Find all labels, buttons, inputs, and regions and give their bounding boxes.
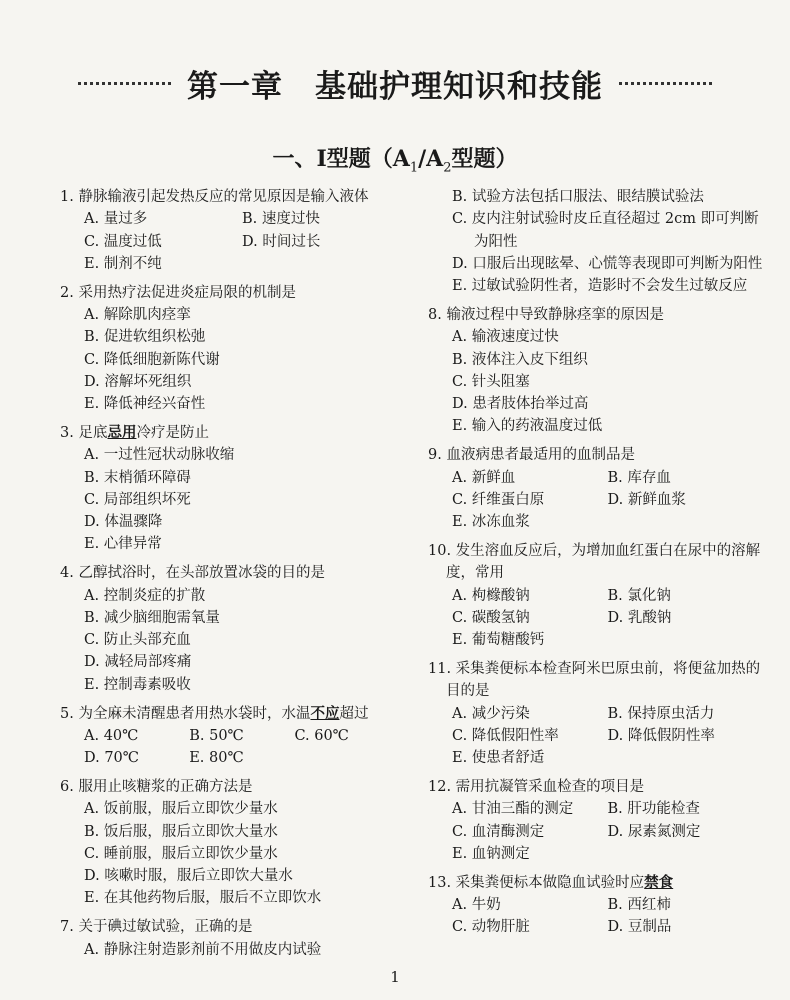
question-8 [428,304,763,438]
question-stem: 10. 发生溶血反应后，为增加血红蛋白在尿中的溶解度，常用 [428,542,761,582]
option-b: B. 50℃ [189,727,244,744]
question-2 [60,282,400,416]
section-mid: /A [418,146,444,172]
option-d: D. 尿素氮测定 [607,823,701,840]
option-d: D. 乳酸钠 [607,609,672,626]
option-a: A. 枸橼酸钠 [452,587,530,604]
option-b: B. 试验方法包括口服法、眼结膜试验法 [452,189,704,205]
option-d: D. 70℃ [84,750,139,767]
option-c: C. 60℃ [294,727,349,744]
option-a: A. 控制炎症的扩散 [84,587,206,604]
option-a: A. 输液速度过快 [452,329,559,346]
option-d: D. 溶解坏死组织 [84,373,192,390]
question-stem [428,872,763,894]
option-b: B. 肝功能检查 [607,801,700,818]
option-b: B. 速度过快 [242,211,320,228]
option-e: E. 控制毒素吸收 [84,676,191,693]
option-c: C. 动物肝脏 [452,919,530,936]
option-b: B. 库存血 [607,469,671,486]
option-e: E. 制剂不纯 [84,255,162,272]
option-e: E. 降低神经兴奋性 [84,396,206,413]
stem-emphasis: 禁食 [644,873,674,891]
option-d: D. 咳嗽时服，服后立即饮大量水 [84,868,293,885]
option-c: C. 碳酸氢钠 [452,609,530,626]
option-e: E. 使患者舒适 [452,750,545,767]
stem-text: 3. 足底 [60,424,108,441]
question-stem: 6. 服用止咳糖浆的正确方法是 [60,778,253,795]
option-c: C. 降低细胞新陈代谢 [84,351,220,368]
question-5 [60,703,400,770]
section-sub2: 2 [443,160,452,176]
option-e: E. 心律异常 [84,536,162,553]
question-stem: 12. 需用抗凝管采血检查的项目是 [428,778,645,795]
question-stem: 9. 血液病患者最适用的血制品是 [428,447,635,464]
option-b: B. 保持原虫活力 [607,705,715,722]
option-a: A. 静脉注射造影剂前不用做皮内试验 [84,941,322,958]
question-stem [60,422,400,444]
chapter-header [62,62,728,104]
question-stem: 7. 关于碘过敏试验，正确的是 [60,919,253,936]
right-column [428,186,763,945]
option-c: C. 降低假阳性率 [452,727,559,744]
option-e: E. 在其他药物后服，服后不立即饮水 [84,890,322,907]
question-7 [60,916,400,961]
question-10 [428,540,763,651]
option-a: A. 甘油三酯的测定 [452,801,574,818]
stem-text: 超过 [339,705,369,722]
option-a: A. 饭前服，服后立即饮少量水 [84,801,278,818]
option-a: A. 新鲜血 [452,469,516,486]
section-prefix: 一、Ⅰ型题（A [272,146,410,172]
option-b: B. 饭后服，服后立即饮大量水 [84,823,278,840]
option-a: A. 减少污染 [452,705,530,722]
right-dotted-rule [619,82,712,85]
question-11 [428,658,763,769]
section-title [0,142,790,175]
option-c: C. 针头阻塞 [452,373,530,390]
stem-text: 13. 采集粪便标本做隐血试验时应 [428,874,645,891]
option-a: A. 一过性冠状动脉收缩 [84,447,235,464]
question-stem [60,703,400,725]
stem-emphasis: 不应 [310,704,340,722]
section-sub1: 1 [409,160,419,176]
question-6 [60,776,400,910]
option-b: B. 促进软组织松弛 [84,329,206,346]
option-e: E. 葡萄糖酸钙 [452,632,545,649]
option-d: D. 豆制品 [607,919,672,936]
option-e: E. 冰冻血浆 [452,514,530,531]
question-9 [428,444,763,533]
option-a: A. 量过多 [84,211,148,228]
option-b: B. 液体注入皮下组织 [452,351,588,368]
question-1 [60,186,400,275]
option-c: C. 温度过低 [84,233,162,250]
question-3 [60,422,400,556]
option-e: E. 80℃ [189,750,244,767]
option-c: C. 血清酶测定 [452,823,545,840]
option-a: A. 牛奶 [452,896,501,913]
question-stem: 8. 输液过程中导致静脉痉挛的原因是 [428,306,664,323]
option-c: C. 睡前服，服后立即饮少量水 [84,845,278,862]
option-c: C. 纤维蛋白原 [452,491,545,508]
section-suffix: 型题） [451,146,518,172]
option-a: A. 40℃ [84,727,139,744]
option-c: C. 防止头部充血 [84,632,191,649]
option-c: C. 局部组织坏死 [84,491,191,508]
option-d: D. 减轻局部疼痛 [84,654,192,671]
question-12 [428,776,763,865]
left-column [60,186,400,967]
stem-emphasis: 忌用 [107,423,137,441]
option-b: B. 西红柿 [607,896,671,913]
option-d: D. 体温骤降 [84,514,163,531]
option-b: B. 末梢循环障碍 [84,469,191,486]
option-d: D. 降低假阴性率 [607,727,715,744]
option-d: D. 新鲜血浆 [607,491,686,508]
option-b: B. 氯化钠 [607,587,671,604]
question-stem: 1. 静脉输液引起发热反应的常见原因是输入液体 [60,189,369,205]
question-stem: 4. 乙醇拭浴时，在头部放置冰袋的目的是 [60,565,325,582]
option-e: E. 过敏试验阴性者，造影时不会发生过敏反应 [452,278,748,295]
question-13 [428,872,763,939]
left-dotted-rule [78,82,171,85]
option-d: D. 时间过长 [242,233,321,250]
option-a: A. 解除肌肉痉挛 [84,306,191,323]
option-d: D. 患者肢体抬举过高 [452,396,589,413]
question-4 [60,562,400,696]
page-number: 1 [390,968,400,986]
option-c: C. 皮内注射试验时皮丘直径超过 2cm 即可判断为阳性 [452,211,759,250]
stem-text: 5. 为全麻未清醒患者用热水袋时，水温 [60,705,311,722]
stem-text: 冷疗是防止 [136,424,209,441]
option-e: E. 输入的药液温度过低 [452,418,603,435]
question-stem: 11. 采集粪便标本检查阿米巴原虫前，将便盆加热的目的是 [428,660,761,700]
option-b: B. 减少脑细胞需氧量 [84,609,220,626]
option-e: E. 血钠测定 [452,845,530,862]
question-stem: 2. 采用热疗法促进炎症局限的机制是 [60,284,296,301]
chapter-title: 第一章 基础护理知识和技能 [187,68,603,105]
option-d: D. 口服后出现眩晕、心慌等表现即可判断为阳性 [452,255,763,272]
question-7-continued [428,186,763,297]
